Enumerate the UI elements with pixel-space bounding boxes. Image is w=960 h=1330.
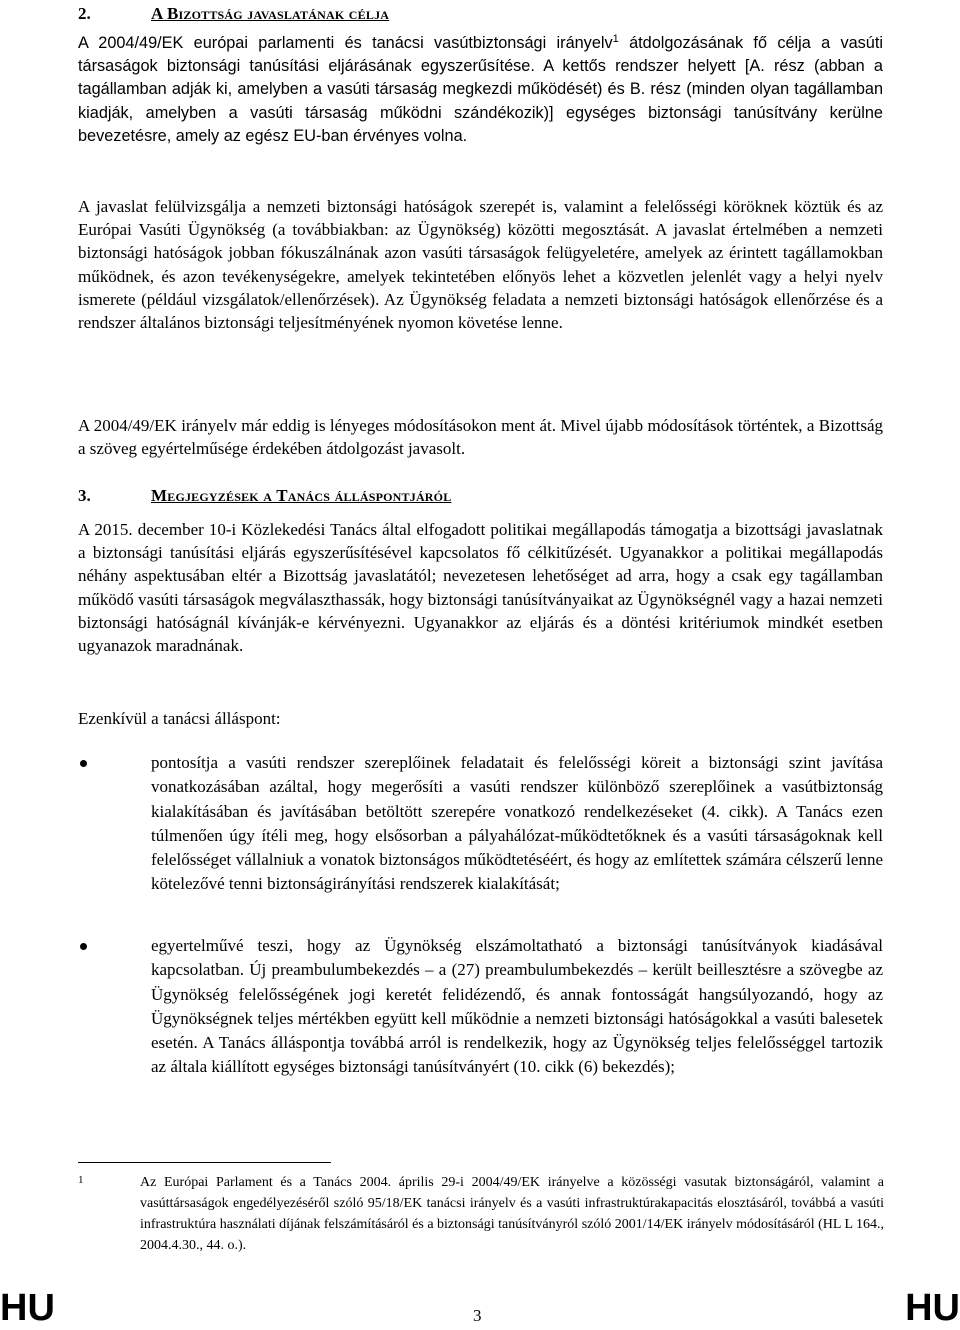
language-code-left: HU — [0, 1287, 55, 1329]
paragraph-intro: Ezenkívül a tanácsi álláspont: — [78, 709, 281, 728]
list-item-text: pontosítja a vasúti rendszer szereplőinek feladatait és felelősségi köreit a biztonsági szint javítása vonatkozásában azáltal, hogy megerősíti a vasúti rendszer különböző szereplőinek a vasútbiztonság kialakításában és javításában betöltött szerepére vonatkozó rendelkezéseket (4. cikk). A Tanács ezen túlmenően úgy ítéli meg, hogy elsősorban a pályahálózat-működtetőknek és a vasúti társaságoknak kell felelősséget vállalniuk a vonatok biztonságos működtetéséért, és hogy az említettek számára célszerű lenne kötelezővé tenni biztonságirányítási rendszerek kialakítását; — [151, 753, 883, 894]
section-number: 3. — [78, 486, 91, 505]
bullet-icon — [80, 760, 87, 767]
paragraph-text-rest: átdolgozásának fő célja a vasúti társaságok biztonsági tanúsítási eljárásának egyszerűsítése. A kettős rendszer helyett [A. rész (abban a tagállamban adják ki, amelyben a vasúti társaság megkezdi működését) és B. rész (minden olyan tagállamban kiadják, amelyben a vasúti társaság működni szándékozik)] egységes biztonsági tanúsítvány kerülne bevezetésre, amely az egész EU-ban érvényes volna. — [78, 34, 883, 145]
footnote-number: 1 — [78, 1174, 84, 1186]
paragraph-objective — [78, 32, 883, 148]
paragraph-council-agreement: A 2015. december 10-i Közlekedési Tanács által elfogadott politikai megállapodás támogatja a bizottsági javaslatnak a biztonsági tanúsítási eljárás egyszerűsítésével kapcsolatos fő célkitűzését. Ugyanakkor a politikai megállapodás néhány aspektusában eltér a Bizottság javaslatától; nevezetesen lehetőséget ad arra, hogy a csak egy tagállamban működő vasúti társaságok megválaszthassák, hogy biztonsági tanúsítványaikat az Ügynökségnél vagy a hazai nemzeti biztonsági hatóságnál kívánják-e kérvényezni. Ugyanakkor az eljárás és a döntési kritériumok mindkét esetben ugyanazok maradnának. — [78, 520, 883, 656]
section-number: 2. — [78, 4, 91, 23]
page-number: 3 — [473, 1306, 482, 1325]
language-code-right: HU — [905, 1287, 960, 1329]
footnote-separator — [78, 1162, 331, 1163]
section-title: A Bizottság javaslatának célja — [151, 4, 390, 23]
paragraph-text-start: A 2004/49/EK európai parlamenti és tanácsi vasútbiztonsági irányelv — [78, 34, 613, 52]
paragraph-authorities: A javaslat felülvizsgálja a nemzeti biztonsági hatóságok szerepét is, valamint a felelősségi köröknek köztük és az Európai Vasúti Ügynökség (a továbbiakban: az Ügynökség) közötti megosztását. A javaslat értelmében a nemzeti biztonsági hatóságok jobban fókuszálnának azon vasúti társaságok felügyeletére, amelyek az érintett tagállamokban működnek, és azon tevékenységekre, amelyek tekintetében előnyös lehet a közvetlen jelenlét vagy a helyi nyelv ismerete (például vizsgálatok/ellenőrzések). Az Ügynökség feladata a nemzeti biztonsági hatóságok ellenőrzése és a rendszer általános biztonsági teljesítményének nyomon követése lenne. — [78, 197, 883, 333]
section-title: Megjegyzések a Tanács álláspontjáról — [151, 486, 452, 505]
bullet-icon — [80, 943, 87, 950]
footnote-reference[interactable]: 1 — [612, 33, 619, 45]
footnote-text: Az Európai Parlament és a Tanács 2004. április 29-i 2004/49/EK irányelve a közösségi vasutak biztonságáról, valamint a vasúttársaságok engedélyezéséről szóló 95/18/EK tanácsi irányelv és a vasúti infrastruktúrakapacitás elosztásáról, továbbá a vasúti infrastruktúra használati díjának felszámításáról és a biztonsági tanúsítványról szóló 2001/14/EK irányelv módosításáról (HL L 164., 2004.4.30., 44. o.). — [140, 1175, 884, 1253]
paragraph-amendments: A 2004/49/EK irányelv már eddig is lényeges módosításokon ment át. Mivel újabb módosítások történtek, a Bizottság a szöveg egyértelműsége érdekében átdolgozást javasolt. — [78, 416, 883, 459]
list-item-text: egyertelművé teszi, hogy az Ügynökség elszámoltatható a biztonsági tanúsítványok kiadásával kapcsolatban. Új preambulumbekezdés – a (27) preambulumbekezdés – került beillesztésre a szövegbe az Ügynökség felelősségének jogi keretét felidézendő, és annak fontosságát hangsúlyozandó, hogy az Ügynökségnek teljes mértékben együtt kell működnie a nemzeti biztonsági hatóságokkal a vasúti balesetek esetén. A Tanács álláspontja továbbá arról is rendelkezik, hogy az Ügynökség teljes felelősséggel tartozik az általa kiállított egységes biztonsági tanúsítványért (10. cikk (6) bekezdés); — [151, 936, 883, 1077]
